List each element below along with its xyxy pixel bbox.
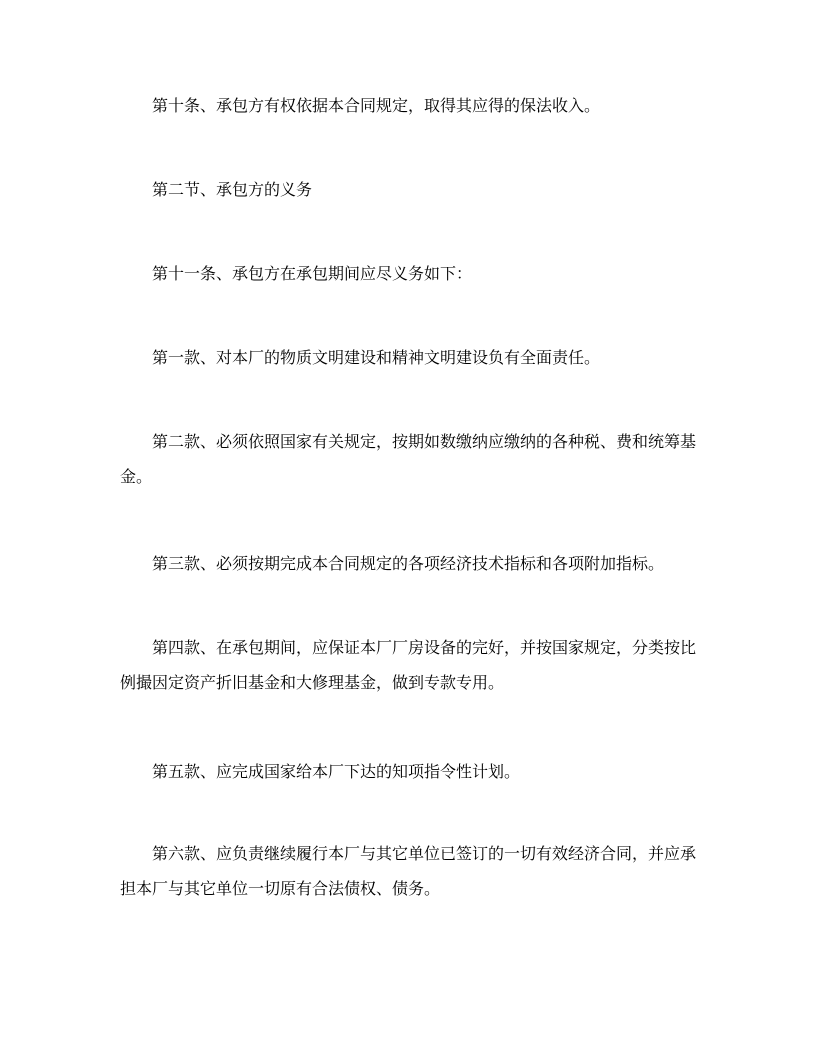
- item-2: 第二款、必须依照国家有关规定，按期如数缴纳应缴纳的各种税、费和统筹基金。: [120, 432, 697, 486]
- section-2-heading: 第二节、承包方的义务: [152, 180, 313, 199]
- item-1: 第一款、对本厂的物质文明建设和精神文明建设负有全面责任。: [152, 348, 601, 367]
- item-5: 第五款、应完成国家给本厂下达的知项指令性计划。: [152, 762, 521, 781]
- item-4: 第四款、在承包期间，应保证本厂厂房设备的完好，并按国家规定，分类按比例撮因定资产折旧基金和大修理基金，做到专款专用。: [120, 638, 697, 692]
- clause-10: 第十条、承包方有权依据本合同规定，取得其应得的保法收入。: [152, 96, 601, 115]
- item-6: 第六款、应负责继续履行本厂与其它单位已签订的一切有效经济合同，并应承担本厂与其它单位一切原有合法债权、债务。: [120, 844, 697, 898]
- item-3: 第三款、必须按期完成本合同规定的各项经济技术指标和各项附加指标。: [152, 554, 665, 573]
- clause-11: 第十一条、承包方在承包期间应尽义务如下：: [152, 264, 473, 283]
